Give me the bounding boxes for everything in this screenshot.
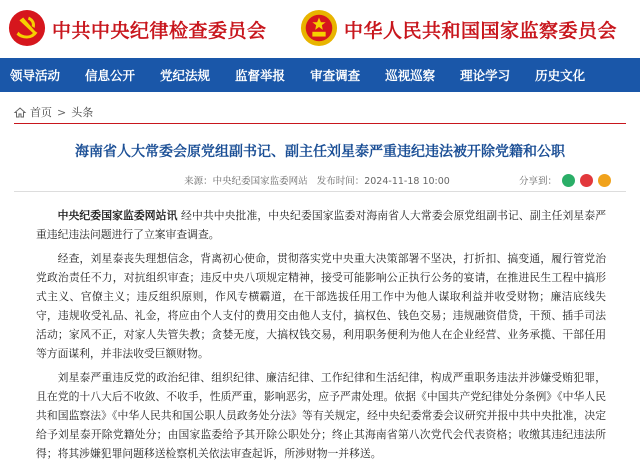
- nav-item-investigation[interactable]: 审查调查: [310, 68, 361, 83]
- site-header: [0, 0, 640, 58]
- source-lead: 中央纪委国家监委网站讯: [57, 209, 178, 222]
- article-paragraph: [36, 206, 606, 244]
- party-emblem-icon[interactable]: [8, 9, 46, 47]
- main-nav: [0, 58, 640, 92]
- meta-divider: [14, 191, 626, 192]
- breadcrumb-divider: [14, 123, 626, 124]
- ccdi-site-name[interactable]: 中共中央纪律检查委员会: [52, 20, 267, 42]
- breadcrumb-separator: >: [57, 105, 67, 119]
- breadcrumb-current[interactable]: 头条: [71, 106, 94, 119]
- breadcrumb: [14, 104, 93, 120]
- nsc-site-name[interactable]: 中华人民共和国国家监察委员会: [344, 20, 618, 42]
- article-paragraph: 刘星泰严重违反党的政治纪律、组织纪律、廉洁纪律、工作纪律和生活纪律，构成严重职务违法并涉嫌受贿犯罪，且在党的十八大后不收敛、不收手，性质严重，影响恶劣，应予严肃处理。依据《中国共产党纪律处分条例》《中华人民共和国监察法》《中华人民共和国公职人员政务处分法》等有关规定，经中央纪委常委会议研究并报中共中央批准，决定给予刘星泰开除党籍处分；由国家监委给予其开除公职处分；终止其海南省第八次党代会代表资格；收缴其违纪违法所得；将其涉嫌犯罪问题移送检察机关依法审查起诉，所涉财物一并移送。: [36, 371, 606, 460]
- breadcrumb-home-link[interactable]: 首页: [30, 106, 52, 119]
- nav-item-theory-study[interactable]: 理论学习: [460, 68, 511, 83]
- nav-item-info-disclosure[interactable]: 信息公开: [85, 68, 136, 83]
- article-paragraph: 经查，刘星泰丧失理想信念，背离初心使命，贯彻落实党中央重大决策部署不坚决，打折扣、搞变通，履行管党治党政治责任不力，对抗组织审查；违反中央八项规定精神，接受可能影响公正执行公务的宴请，在推进民生工程中搞形式主义、官僚主义；违反组织原则，作风专横霸道，在干部选拔任用工作中为他人谋取利益并收受财物；廉洁底线失守，违规收受礼品、礼金，将应由个人支付的费用交由他人支付，搞权色、钱色交易；违规融资借贷，干预、插手司法活动；家风不正，对家人失管失教；贪婪无度，大搞权钱交易，利用职务便利为他人在企业经营、业务承揽、干部任用等方面谋利，并非法收受巨额财物。: [36, 252, 606, 360]
- nav-item-supervision-report[interactable]: 监督举报: [235, 68, 286, 83]
- article-source: 来源：中央纪委国家监委网站: [184, 176, 308, 187]
- paragraph-text: 经中共中央批准，中央纪委国家监委对海南省人大常委会原党组副书记、副主任刘星泰严重违纪违法问题进行了立案审查调查。: [36, 209, 607, 241]
- article-title: 海南省人大常委会原党组副书记、副主任刘星泰严重违纪违法被开除党籍和公职: [75, 144, 565, 160]
- article-body: [36, 206, 606, 468]
- wechat-share-icon[interactable]: [562, 174, 575, 187]
- nav-item-inspection[interactable]: 巡视巡察: [385, 68, 436, 83]
- share-bar: [519, 173, 611, 187]
- nav-item-regulations[interactable]: 党纪法规: [160, 68, 211, 83]
- share-label: 分享到：: [519, 176, 558, 187]
- national-emblem-icon[interactable]: [300, 9, 338, 47]
- weibo-share-icon[interactable]: [580, 174, 593, 187]
- nav-item-history-culture[interactable]: 历史文化: [535, 68, 586, 83]
- qzone-share-icon[interactable]: [598, 174, 611, 187]
- article-date: 发布时间：2024-11-18 10:00: [316, 176, 450, 187]
- home-icon: [14, 107, 26, 118]
- nav-item-leadership[interactable]: 领导活动: [10, 68, 61, 83]
